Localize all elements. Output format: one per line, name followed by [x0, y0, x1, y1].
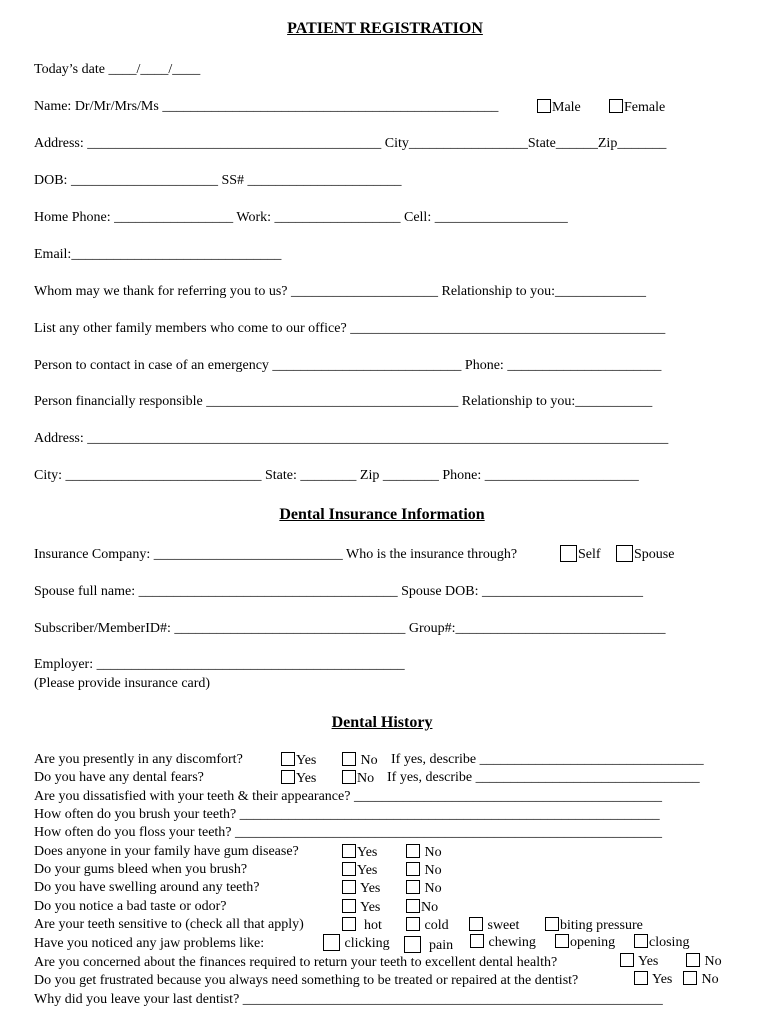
q-bad-taste-label: Do you notice a bad taste or odor?: [34, 899, 227, 914]
no-label: No: [424, 881, 442, 896]
spouse-option[interactable]: [616, 545, 674, 563]
family-members-field[interactable]: List any other family members who come to our office? _____________________________________________: [34, 321, 666, 336]
checkbox[interactable]: [634, 971, 648, 985]
phone-numbers-field[interactable]: Home Phone: _________________ Work: __________________ Cell: ___________________: [34, 210, 568, 225]
yes-label: Yes: [359, 900, 381, 915]
yes-label: Yes: [359, 881, 381, 896]
checkbox[interactable]: [342, 880, 356, 894]
opening-label: opening: [570, 935, 616, 950]
q-finances-no[interactable]: [686, 953, 722, 970]
q-frustrated-yes[interactable]: [634, 971, 672, 988]
q-swelling-yes[interactable]: [342, 880, 380, 897]
q-frustrated-no[interactable]: [683, 971, 719, 988]
q-bad-taste-no[interactable]: [406, 899, 438, 916]
spouse-checkbox[interactable]: [616, 545, 633, 562]
email-field[interactable]: Email:______________________________: [34, 247, 282, 262]
q-jaw-label: Have you noticed any jaw problems like:: [34, 936, 265, 951]
q-fears-describe[interactable]: If yes, describe ________________________________: [387, 770, 700, 785]
yes-label: Yes: [296, 771, 317, 786]
insurance-card-note: (Please provide insurance card): [34, 676, 211, 691]
dental-history-heading: Dental History: [331, 714, 433, 731]
jaw-clicking-option[interactable]: [323, 934, 390, 952]
checkbox[interactable]: [406, 862, 420, 876]
jaw-closing-option[interactable]: [634, 934, 689, 951]
q-brush-field[interactable]: How often do you brush your teeth? ____________________________________________________________: [34, 807, 660, 822]
q-gum-disease-no[interactable]: [406, 844, 442, 861]
insurance-company-field[interactable]: Insurance Company: ___________________________ Who is the insurance through?: [34, 547, 518, 562]
jaw-pain-option[interactable]: [404, 936, 453, 954]
checkbox[interactable]: [555, 934, 569, 948]
spouse-name-dob-field[interactable]: Spouse full name: _____________________________________ Spouse DOB: _______________________: [34, 584, 643, 599]
todays-date-field[interactable]: Today’s date ____/____/____: [34, 62, 201, 77]
emergency-contact-field[interactable]: Person to contact in case of an emergency ___________________________ Phone: ______________________: [34, 358, 662, 373]
checkbox[interactable]: [469, 917, 483, 931]
checkbox[interactable]: [342, 752, 356, 766]
no-label: No: [424, 845, 442, 860]
second-address-field[interactable]: Address: ___________________________________________________________________________________: [34, 431, 669, 446]
q-last-dentist-field[interactable]: Why did you leave your last dentist? ____________________________________________________________: [34, 992, 663, 1007]
cold-label: cold: [424, 918, 449, 933]
page-title: PATIENT REGISTRATION: [287, 20, 483, 37]
checkbox[interactable]: [281, 770, 295, 784]
self-checkbox[interactable]: [560, 545, 577, 562]
q-finances-yes[interactable]: [620, 953, 658, 970]
q-gums-bleed-yes[interactable]: [342, 862, 377, 879]
sensitive-hot-option[interactable]: [342, 917, 382, 934]
jaw-chewing-option[interactable]: [470, 934, 536, 951]
subscriber-group-field[interactable]: Subscriber/MemberID#: _________________________________ Group#:______________________________: [34, 621, 666, 636]
biting-label: biting pressure: [560, 918, 643, 933]
checkbox[interactable]: [281, 752, 295, 766]
checkbox[interactable]: [545, 917, 559, 931]
q-discomfort-label: Are you presently in any discomfort?: [34, 752, 243, 767]
checkbox[interactable]: [342, 770, 356, 784]
employer-field[interactable]: Employer: ____________________________________________: [34, 657, 405, 672]
chewing-label: chewing: [488, 935, 536, 950]
no-label: No: [704, 954, 722, 969]
no-label: No: [360, 753, 378, 768]
checkbox[interactable]: [406, 917, 420, 931]
yes-label: Yes: [296, 753, 317, 768]
pain-label: pain: [429, 938, 454, 953]
checkbox[interactable]: [686, 953, 700, 967]
no-label: No: [421, 900, 439, 915]
female-checkbox[interactable]: [609, 99, 623, 113]
spouse-label: Spouse: [634, 547, 675, 562]
checkbox[interactable]: [470, 934, 484, 948]
insurance-heading: Dental Insurance Information: [279, 506, 485, 523]
checkbox[interactable]: [342, 862, 356, 876]
q-finances-label: Are you concerned about the finances required to return your teeth to excellent dental health?: [34, 955, 558, 970]
checkbox[interactable]: [406, 844, 420, 858]
referral-field[interactable]: Whom may we thank for referring you to us? _____________________ Relationship to you:_____________: [34, 284, 647, 299]
q-gums-bleed-no[interactable]: [406, 862, 442, 879]
male-checkbox[interactable]: [537, 99, 551, 113]
no-label: No: [701, 972, 719, 987]
q-frustrated-label: Do you get frustrated because you always need something to be treated or repaired at the dentist?: [34, 973, 579, 988]
checkbox[interactable]: [342, 844, 356, 858]
checkbox[interactable]: [323, 934, 340, 951]
male-option[interactable]: [537, 99, 581, 116]
self-label: Self: [578, 547, 601, 562]
checkbox[interactable]: [342, 917, 356, 931]
jaw-opening-option[interactable]: [555, 934, 615, 951]
checkbox[interactable]: [406, 899, 420, 913]
q-gums-bleed-label: Do your gums bleed when you brush?: [34, 862, 248, 877]
address-city-state-zip-field[interactable]: Address: __________________________________________ City_________________State______Zip_______: [34, 136, 667, 151]
female-label: Female: [624, 100, 666, 115]
male-label: Male: [552, 100, 581, 115]
q-swelling-no[interactable]: [406, 880, 442, 897]
sensitive-biting-option[interactable]: [545, 917, 643, 934]
sensitive-cold-option[interactable]: [406, 917, 449, 934]
q-gum-disease-label: Does anyone in your family have gum disease?: [34, 844, 299, 859]
sweet-label: sweet: [487, 918, 520, 933]
name-field[interactable]: Name: Dr/Mr/Mrs/Ms ________________________________________________: [34, 99, 499, 114]
q-fears-no[interactable]: [342, 770, 374, 787]
female-option[interactable]: [609, 99, 665, 116]
dob-ssn-field[interactable]: DOB: _____________________ SS# ______________________: [34, 173, 402, 188]
yes-label: Yes: [637, 954, 659, 969]
checkbox[interactable]: [620, 953, 634, 967]
checkbox[interactable]: [342, 899, 356, 913]
q-floss-field[interactable]: How often do you floss your teeth? _____________________________________________________________: [34, 825, 663, 840]
hot-label: hot: [364, 918, 382, 933]
q-bad-taste-yes[interactable]: [342, 899, 380, 916]
q-fears-yes[interactable]: [281, 770, 316, 787]
checkbox[interactable]: [406, 880, 420, 894]
yes-label: Yes: [357, 863, 378, 878]
q-sensitive-label: Are your teeth sensitive to (check all that apply): [34, 917, 304, 932]
checkbox[interactable]: [634, 934, 648, 948]
self-option[interactable]: [560, 545, 601, 563]
yes-label: Yes: [651, 972, 673, 987]
clicking-label: clicking: [344, 936, 390, 951]
yes-label: Yes: [357, 845, 378, 860]
q-gum-disease-yes[interactable]: [342, 844, 377, 861]
checkbox[interactable]: [683, 971, 697, 985]
q-dissatisfied-field[interactable]: Are you dissatisfied with your teeth & their appearance? ____________________________________________: [34, 789, 662, 804]
no-label: No: [424, 863, 442, 878]
city-state-zip-phone-field[interactable]: City: ____________________________ State: ________ Zip ________ Phone: ______________________: [34, 468, 639, 483]
closing-label: closing: [649, 935, 690, 950]
sensitive-sweet-option[interactable]: [469, 917, 519, 934]
q-discomfort-yes[interactable]: [281, 752, 316, 769]
q-discomfort-no[interactable]: [342, 752, 378, 769]
no-label: No: [357, 771, 375, 786]
q-swelling-label: Do you have swelling around any teeth?: [34, 880, 260, 895]
q-discomfort-describe[interactable]: If yes, describe ________________________________: [391, 752, 704, 767]
q-fears-label: Do you have any dental fears?: [34, 770, 204, 785]
financially-responsible-field[interactable]: Person financially responsible ____________________________________ Relationship to you:___________: [34, 394, 653, 409]
checkbox[interactable]: [404, 936, 421, 953]
